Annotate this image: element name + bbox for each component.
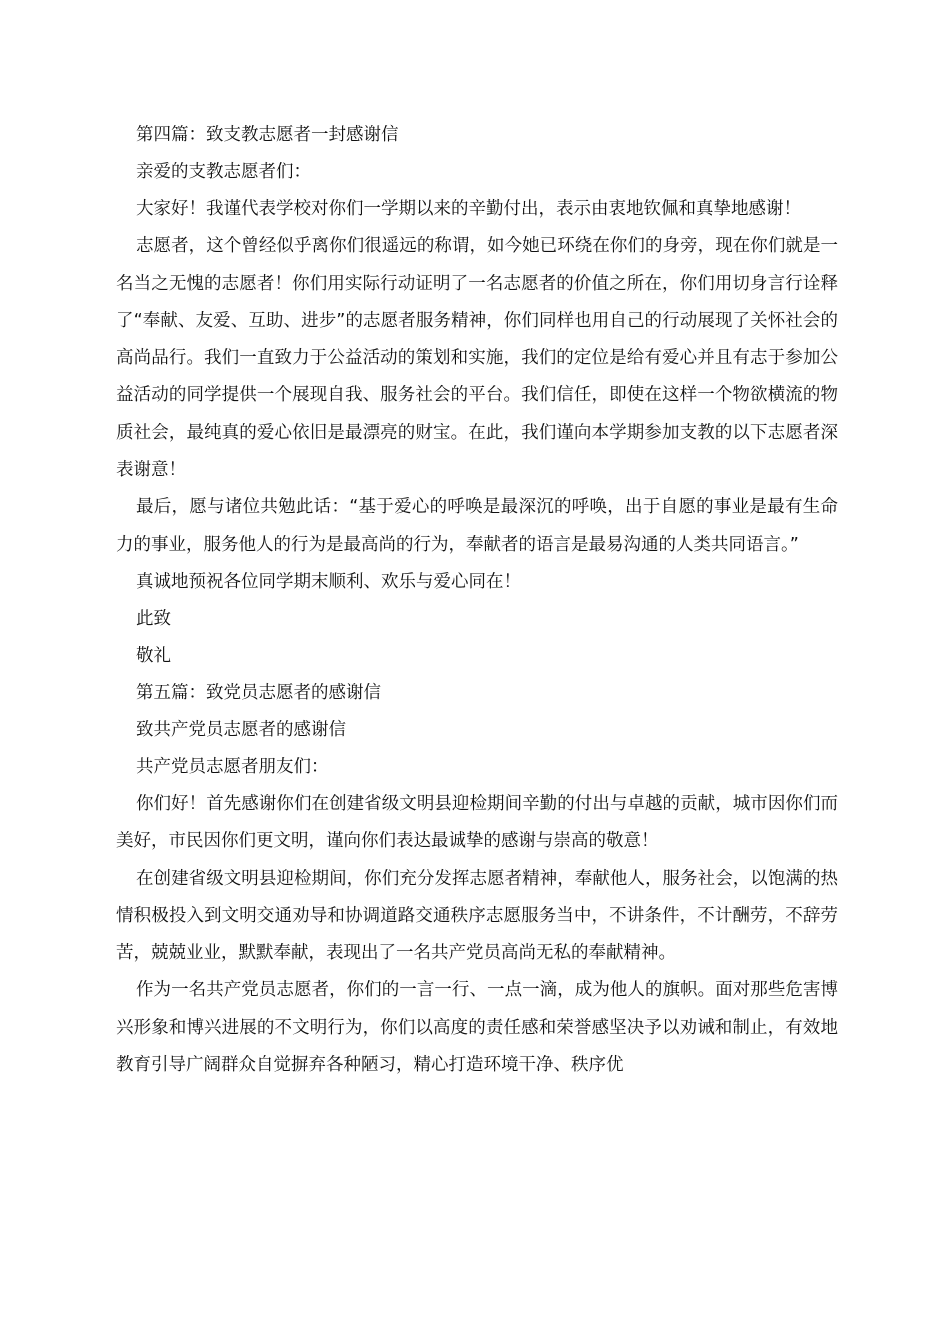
letter-subtitle: 致共产党员志愿者的感谢信 bbox=[136, 719, 346, 740]
closing-jingli: 敬礼 bbox=[136, 645, 171, 666]
section-four-title: 第四篇：致支教志愿者一封感谢信 bbox=[136, 125, 399, 145]
opening-thanks-paragraph: 大家好！我谨代表学校对你们一学期以来的辛勤付出，表示由衷地钦佩和真挚地感谢！ bbox=[136, 199, 801, 219]
role-model-paragraph: 作为一名共产党员志愿者，你们的一言一行、一点一滴，成为他人的旗帜。面对那些危害博兴形象和博兴进展的不文明行为，你们以高度的责任感和荣誉感坚决予以劝诫和制止，有效地教育引导广阔群众自觉摒弃各种陋习，精心打造环境干净、秩序优 bbox=[116, 980, 838, 1076]
section-five-title: 第五篇：致党员志愿者的感谢信 bbox=[136, 682, 381, 703]
civilization-service-paragraph: 在创建省级文明县迎检期间，你们充分发挥志愿者精神，奉献他人，服务社会，以饱满的热情积极投入到文明交通劝导和协调道路交通秩序志愿服务当中，不讲条件，不计酬劳，不辞劳苦，兢兢业业，默默奉献，表现出了一名共产党员高尚无私的奉献精神。 bbox=[116, 868, 838, 964]
closing-quote-paragraph: 最后，愿与诸位共勉此话：“基于爱心的呼唤是最深沉的呼唤，出于自愿的事业是最有生命力的事业，服务他人的行为是最高尚的行为，奉献者的语言是最易沟通的人类共同语言。” bbox=[116, 497, 838, 555]
document-page bbox=[116, 117, 838, 1084]
volunteer-spirit-paragraph: 志愿者，这个曾经似乎离你们很遥远的称谓，如今她已环绕在你们的身旁，现在你们就是一名当之无愧的志愿者！你们用实际行动证明了一名志愿者的价值之所在，你们用切身言行诠释了“奉献、友爱、互助、进步”的志愿者服务精神，你们同样也用自己的行动展现了关怀社会的高尚品行。我们一直致力于公益活动的策划和实施，我们的定位是给有爱心并且有志于参加公益活动的同学提供一个展现自我、服务社会的平台。我们信任，即使在这样一个物欲横流的物质社会，最纯真的爱心依旧是最漂亮的财宝。在此，我们谨向本学期参加支教的以下志愿者深表谢意！ bbox=[116, 236, 838, 481]
greeting-party-volunteers: 共产党员志愿者朋友们： bbox=[136, 756, 329, 777]
best-wishes-line: 真诚地预祝各位同学期末顺利、欢乐与爱心同在！ bbox=[136, 571, 521, 592]
closing-cizhi: 此致 bbox=[136, 608, 171, 629]
hello-thanks-paragraph: 你们好！首先感谢你们在创建省级文明县迎检期间辛勤的付出与卓越的贡献，城市因你们而美好，市民因你们更文明，谨向你们表达最诚挚的感谢与崇高的敬意！ bbox=[116, 793, 838, 852]
greeting-teaching-volunteers: 亲爱的支教志愿者们： bbox=[136, 162, 311, 182]
